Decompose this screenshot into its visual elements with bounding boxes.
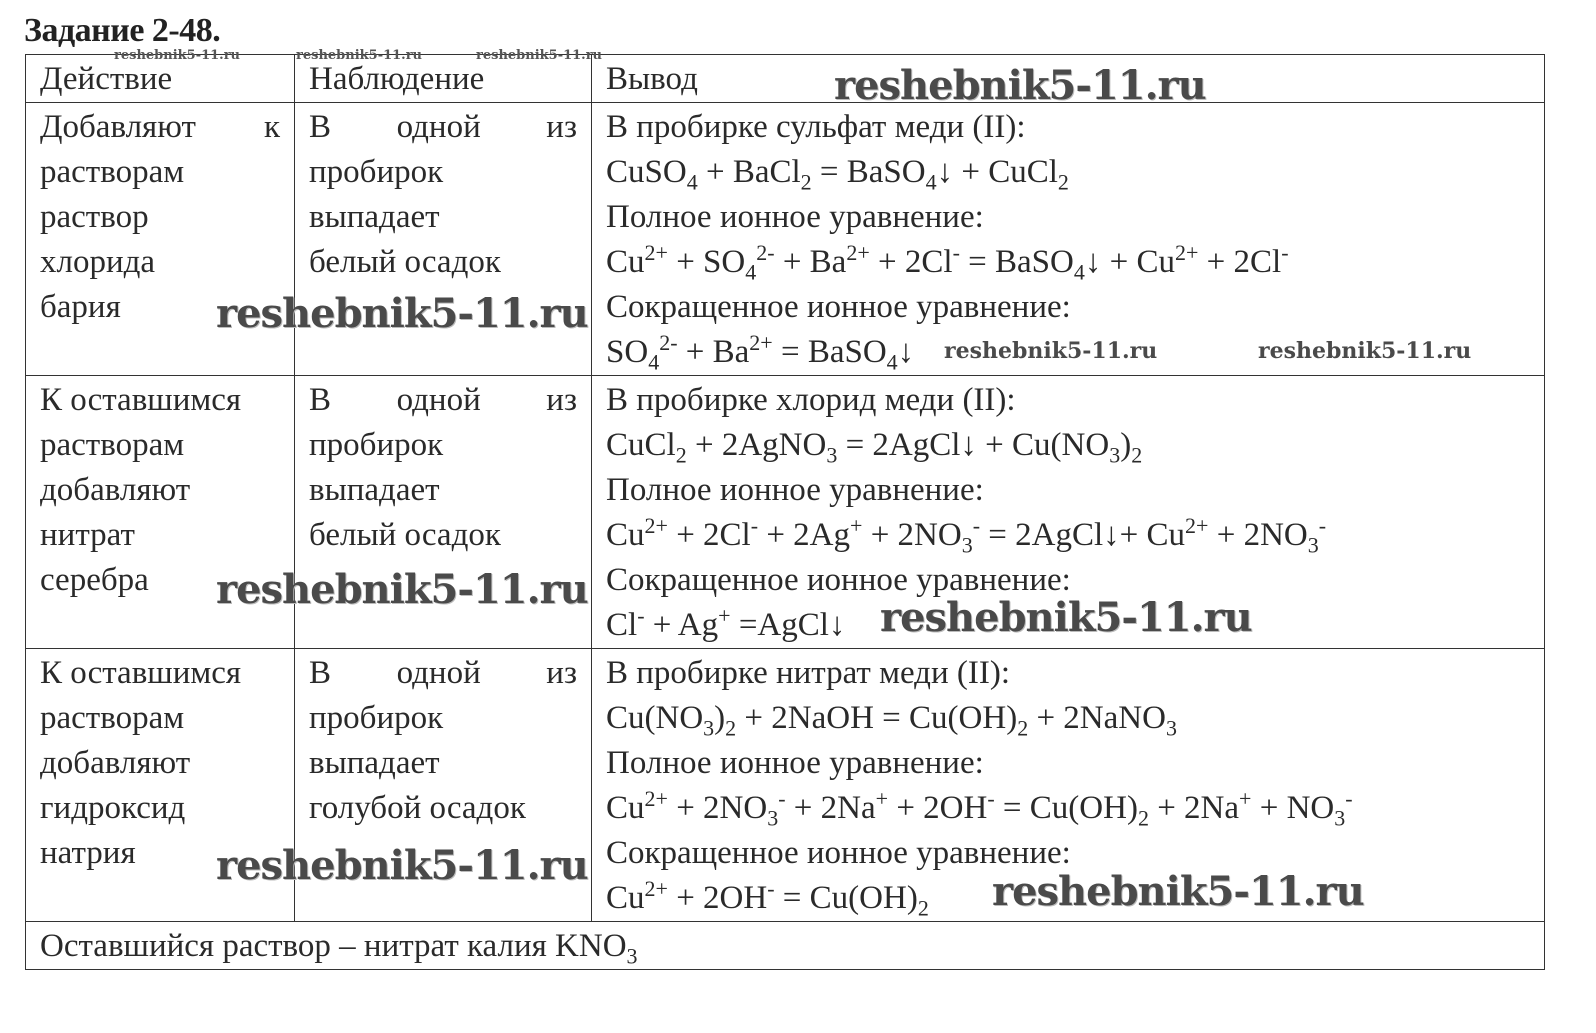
header-observation: Наблюдение <box>295 55 592 103</box>
watermark: reshebnik5-11.ru <box>834 62 1206 109</box>
header-conclusion: Вывод <box>592 55 1545 103</box>
observation-line: выпадает <box>309 199 440 235</box>
short-ionic-label: Сокращенное ионное уравнение: <box>606 562 1071 598</box>
full-ionic-label: Полное ионное уравнение: <box>606 745 984 781</box>
action-line: К оставшимся <box>40 382 242 418</box>
header-action: Действие <box>26 55 295 103</box>
watermark: reshebnik5-11.ru <box>944 338 1158 364</box>
final-sub: 3 <box>626 943 638 969</box>
molecular-equation: $Cu(NO_3)_2$ + 2NaOH = $Cu(OH)_2$ + 2NaNO$_3$ <box>606 700 1177 741</box>
observation-line: В одной из <box>309 109 577 145</box>
watermark: reshebnik5-11.ru <box>216 842 588 889</box>
observation-line: белый осадок <box>309 244 501 280</box>
watermark: reshebnik5-11.ru <box>216 566 588 613</box>
final-text: Оставшийся раствор – нитрат калия KNO <box>40 928 627 964</box>
watermark: reshebnik5-11.ru <box>216 290 588 337</box>
short-ionic-equation: $SO_4^{2-} + Ba^{2+}$ = BaSO$_4$↓ <box>606 330 915 375</box>
action-line: К оставшимся <box>40 655 242 691</box>
header-row <box>26 55 1545 103</box>
action-line: натрия <box>40 835 136 871</box>
final-row <box>26 922 1545 970</box>
action-line: растворам <box>40 427 185 463</box>
action-line: гидроксид <box>40 790 186 826</box>
molecular-equation: CuSO$_4$ + BaCl$_2$ = BaSO$_4$↓ + CuCl$_2$ <box>606 154 1069 195</box>
action-line: Добавляют к <box>40 109 280 145</box>
action-line: серебра <box>40 562 149 598</box>
final-conclusion <box>26 922 1545 970</box>
short-ionic-label: Сокращенное ионное уравнение: <box>606 835 1071 871</box>
molecular-equation: CuCl$_2$ + 2AgNO$_3$ = 2AgCl↓ + $Cu(NO_3)_2$ <box>606 427 1143 468</box>
short-ionic-equation: $Cu^{2+} + 2OH^- = Cu(OH)_2$ <box>606 876 929 921</box>
conclusion-intro: В пробирке сульфат меди (II): <box>606 109 1026 145</box>
observation-line: пробирок <box>309 154 444 190</box>
action-line: добавляют <box>40 472 191 508</box>
observation-line: выпадает <box>309 745 440 781</box>
short-ionic-equation: Cl- + Ag+ =AgCl↓ <box>606 603 846 643</box>
full-ionic-label: Полное ионное уравнение: <box>606 199 984 235</box>
full-ionic-equation: $Cu^{2+} + 2NO_3^- + 2Na^+ + 2OH^- = Cu(OH)_2 + 2Na^+ + NO_3^-$ <box>606 786 1353 831</box>
full-ionic-equation: $Cu^{2+} + 2Cl^- + 2Ag^+ + 2NO_3^-$ = 2AgCl↓+ $Cu^{2+} + 2NO_3^-$ <box>606 513 1327 558</box>
action-line: добавляют <box>40 745 191 781</box>
watermark-small: reshebnik5-11.ru <box>296 48 423 63</box>
watermark-small: reshebnik5-11.ru <box>114 48 241 63</box>
observation-line: В одной из <box>309 655 577 691</box>
short-ionic-label: Сокращенное ионное уравнение: <box>606 289 1071 325</box>
action-line: растворам <box>40 700 185 736</box>
watermark: reshebnik5-11.ru <box>880 594 1252 641</box>
conclusion-intro: В пробирке хлорид меди (II): <box>606 382 1016 418</box>
full-ionic-label: Полное ионное уравнение: <box>606 472 984 508</box>
task-title: Задание 2-48. <box>24 12 221 49</box>
watermark: reshebnik5-11.ru <box>992 868 1364 915</box>
observation-line: выпадает <box>309 472 440 508</box>
observation-line: пробирок <box>309 427 444 463</box>
watermark-small: reshebnik5-11.ru <box>476 48 603 63</box>
observation-line: белый осадок <box>309 517 501 553</box>
conclusion-cell <box>592 103 1545 376</box>
observation-line: пробирок <box>309 700 444 736</box>
action-line: растворам <box>40 154 185 190</box>
full-ionic-equation: $Cu^{2+} + SO_4^{2-} + Ba^{2+} + 2Cl^-$ = BaSO$_4$↓ + $Cu^{2+} + 2Cl^-$ <box>606 240 1289 285</box>
observation-line: В одной из <box>309 382 577 418</box>
action-line: раствор <box>40 199 149 235</box>
chemistry-table <box>25 54 1545 970</box>
conclusion-intro: В пробирке нитрат меди (II): <box>606 655 1011 691</box>
action-line: нитрат <box>40 517 135 553</box>
action-line: хлорида <box>40 244 156 280</box>
action-line: бария <box>40 289 121 325</box>
observation-line: голубой осадок <box>309 790 526 826</box>
watermark: reshebnik5-11.ru <box>1258 338 1472 364</box>
